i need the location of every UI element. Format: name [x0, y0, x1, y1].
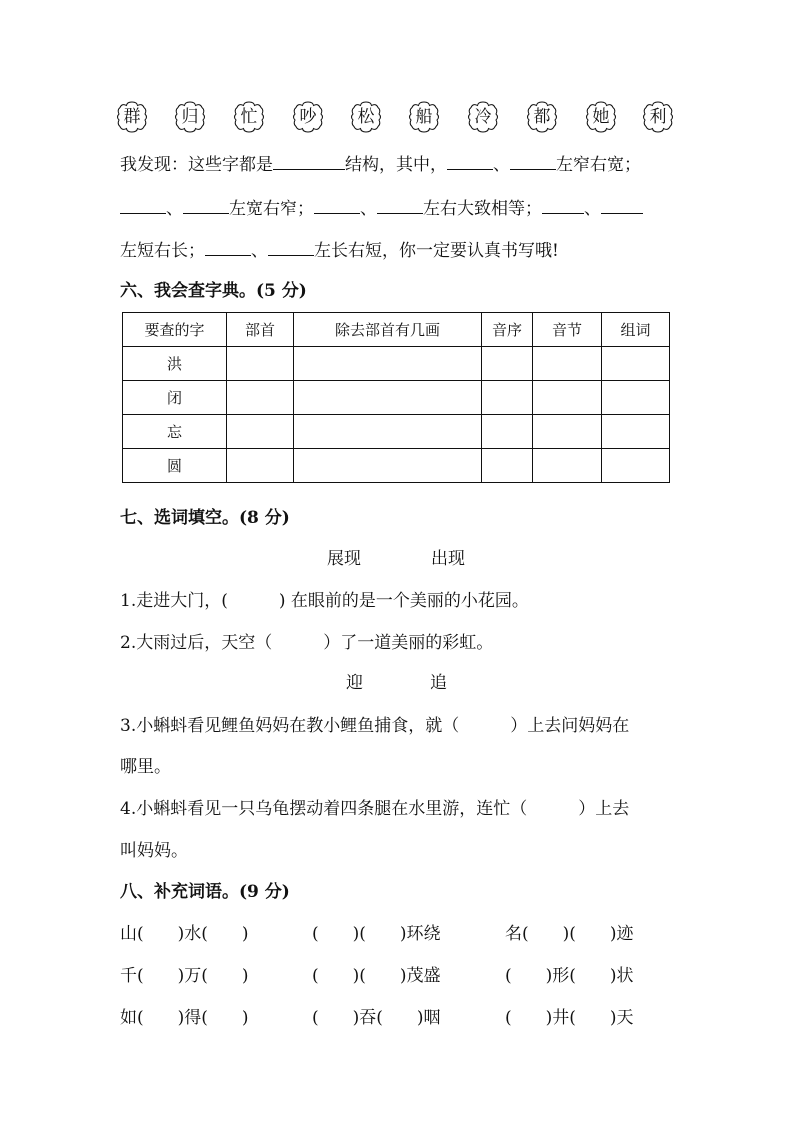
discover-text: 左窄右宽； — [556, 155, 641, 175]
sentence-3-cont: 哪里。 — [120, 757, 171, 777]
answer-blank[interactable] — [273, 153, 345, 170]
answer-cell[interactable] — [533, 415, 602, 449]
char-text: 群 — [123, 107, 141, 127]
idiom-item: 名( )( )迹 — [505, 924, 634, 944]
table-header: 要查的字 — [123, 313, 227, 347]
flower-char — [232, 100, 266, 134]
lookup-char: 洪 — [123, 347, 227, 381]
separator: 、 — [360, 199, 377, 219]
table-row — [123, 449, 670, 483]
char-text: 都 — [533, 107, 551, 127]
flower-char — [407, 100, 441, 134]
answer-cell[interactable] — [602, 381, 670, 415]
answer-blank[interactable] — [268, 239, 314, 256]
table-header: 部首 — [227, 313, 294, 347]
discover-text: 结构，其中， — [345, 155, 447, 175]
flower-char — [584, 100, 618, 134]
char-text: 吵 — [299, 107, 317, 127]
table-header: 音节 — [533, 313, 602, 347]
section-6-heading: 六、我会查字典。(5 分) — [120, 281, 307, 301]
flower-char — [525, 100, 559, 134]
flower-char — [173, 100, 207, 134]
table-header: 组词 — [602, 313, 670, 347]
discover-line-3 — [120, 236, 559, 261]
answer-cell[interactable] — [482, 449, 533, 483]
answer-cell[interactable] — [482, 347, 533, 381]
table-row — [123, 381, 670, 415]
flower-char — [115, 100, 149, 134]
section-8-heading: 八、补充词语。(9 分) — [120, 882, 290, 902]
answer-cell[interactable] — [294, 381, 482, 415]
discover-text: 左长右短，你一定要认真书写哦! — [314, 241, 559, 261]
lookup-char: 圆 — [123, 449, 227, 483]
flower-char — [349, 100, 383, 134]
lookup-char: 闭 — [123, 381, 227, 415]
idiom-item: ( )吞( )咽 — [312, 1008, 441, 1028]
answer-cell[interactable] — [227, 347, 294, 381]
sentence-4: 4.小蝌蚪看见一只乌龟摆动着四条腿在水里游，连忙（ ）上去 — [120, 799, 630, 819]
answer-blank[interactable] — [601, 197, 643, 214]
table-header-row — [123, 313, 670, 347]
table-header: 除去部首有几画 — [294, 313, 482, 347]
sentence-4-cont: 叫妈妈。 — [120, 841, 188, 861]
idiom-row — [120, 1003, 680, 1027]
answer-cell[interactable] — [227, 415, 294, 449]
word-choice: 迎 — [346, 673, 363, 693]
answer-blank[interactable] — [447, 153, 493, 170]
separator: 、 — [493, 155, 510, 175]
dictionary-table — [122, 312, 670, 483]
table-header: 音序 — [482, 313, 533, 347]
sentence-3: 3.小蝌蚪看见鲤鱼妈妈在教小鲤鱼捕食，就（ ）上去问妈妈在 — [120, 716, 630, 736]
answer-cell[interactable] — [533, 449, 602, 483]
answer-cell[interactable] — [602, 415, 670, 449]
answer-cell[interactable] — [227, 449, 294, 483]
flower-char — [641, 100, 675, 134]
answer-cell[interactable] — [482, 415, 533, 449]
answer-cell[interactable] — [294, 449, 482, 483]
answer-blank[interactable] — [542, 197, 584, 214]
discover-text: 我发现：这些字都是 — [120, 155, 273, 175]
char-text: 冷 — [474, 107, 492, 127]
answer-cell[interactable] — [533, 347, 602, 381]
discover-text: 左右大致相等； — [423, 199, 542, 219]
section-7-heading: 七、选词填空。(8 分) — [120, 508, 290, 528]
char-text: 利 — [649, 107, 667, 127]
answer-cell[interactable] — [227, 381, 294, 415]
idiom-item: 山( )水( ) — [120, 924, 249, 944]
idiom-item: 如( )得( ) — [120, 1008, 249, 1028]
discover-text: 左宽右窄； — [229, 199, 314, 219]
idiom-row — [120, 961, 680, 985]
answer-cell[interactable] — [294, 415, 482, 449]
answer-blank[interactable] — [205, 239, 251, 256]
flower-char — [466, 100, 500, 134]
char-text: 归 — [181, 107, 199, 127]
answer-blank[interactable] — [377, 197, 423, 214]
flower-char — [291, 100, 325, 134]
lookup-char: 忘 — [123, 415, 227, 449]
idiom-item: ( )( )环绕 — [312, 924, 441, 944]
answer-blank[interactable] — [510, 153, 556, 170]
idiom-row — [120, 919, 680, 943]
answer-cell[interactable] — [602, 347, 670, 381]
discover-text: 左短右长； — [120, 241, 205, 261]
character-row — [115, 100, 675, 136]
answer-cell[interactable] — [482, 381, 533, 415]
idiom-item: ( )( )茂盛 — [312, 966, 441, 986]
word-choice: 出现 — [431, 549, 465, 569]
discover-line-2 — [120, 194, 643, 219]
idiom-item: ( )井( )天 — [505, 1008, 634, 1028]
answer-blank[interactable] — [120, 197, 166, 214]
discover-line-1 — [120, 150, 641, 175]
idiom-item: 千( )万( ) — [120, 966, 249, 986]
table-row — [123, 415, 670, 449]
answer-blank[interactable] — [314, 197, 360, 214]
word-choice: 展现 — [327, 549, 361, 569]
char-text: 她 — [592, 107, 610, 127]
answer-cell[interactable] — [533, 381, 602, 415]
answer-blank[interactable] — [183, 197, 229, 214]
separator: 、 — [584, 199, 601, 219]
table-row — [123, 347, 670, 381]
char-text: 船 — [415, 107, 433, 127]
char-text: 松 — [357, 107, 375, 127]
char-text: 忙 — [240, 107, 258, 127]
word-choice: 追 — [430, 673, 447, 693]
separator: 、 — [166, 199, 183, 219]
answer-cell[interactable] — [602, 449, 670, 483]
idiom-item: ( )形( )状 — [505, 966, 634, 986]
answer-cell[interactable] — [294, 347, 482, 381]
sentence-1: 1.走进大门，( ) 在眼前的是一个美丽的小花园。 — [120, 591, 529, 611]
sentence-2: 2.大雨过后，天空（ ）了一道美丽的彩虹。 — [120, 633, 494, 653]
separator: 、 — [251, 241, 268, 261]
